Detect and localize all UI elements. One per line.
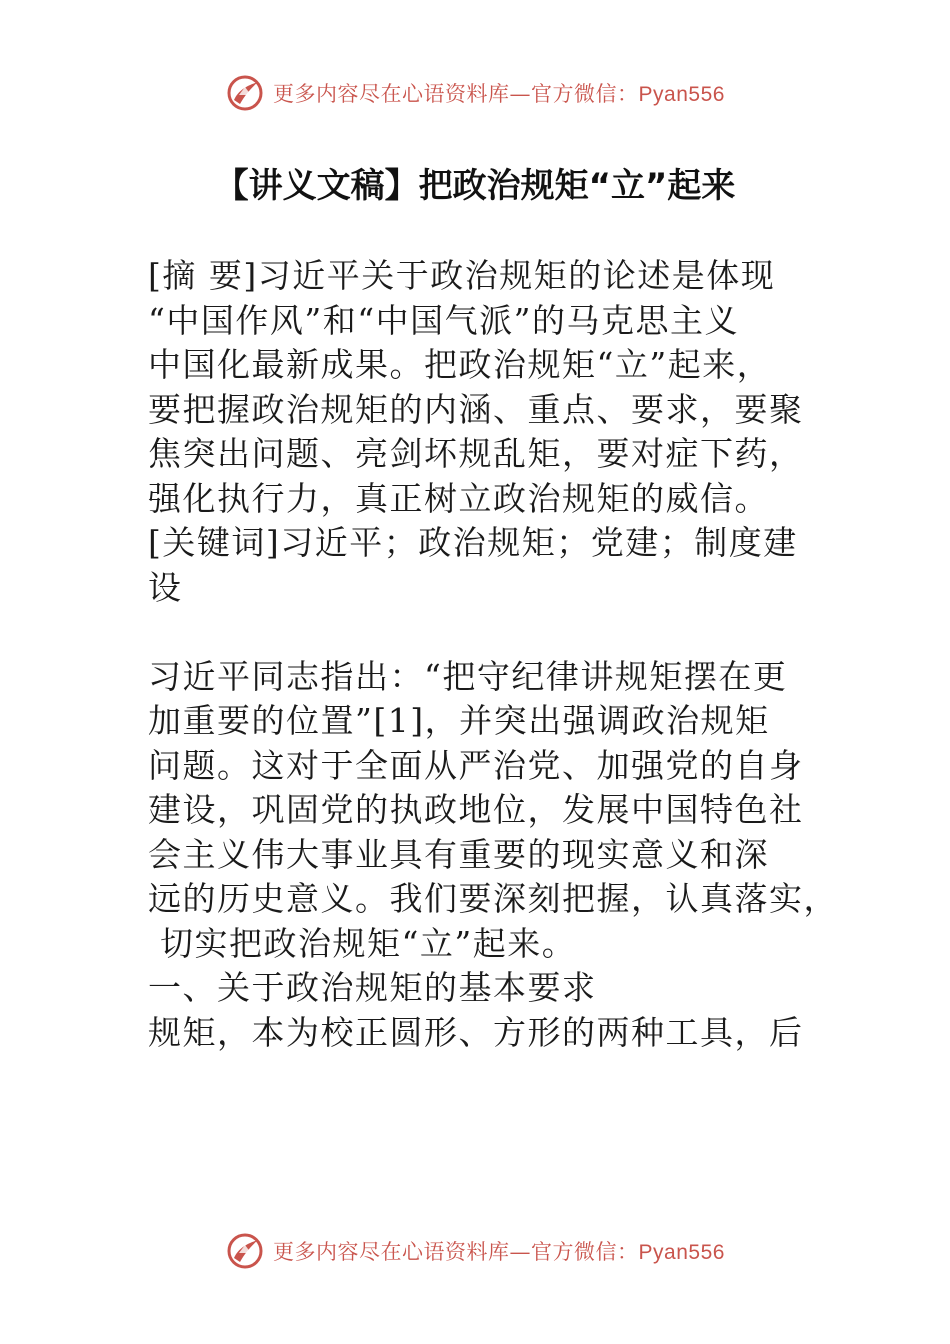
logo-icon [225, 73, 265, 113]
body-line: 切实把政治规矩“立”起来。 [148, 923, 577, 963]
abstract-line: 要把握政治规矩的内涵、重点、要求，要聚 [148, 389, 804, 429]
body-line: 规矩，本为校正圆形、方形的两种工具，后 [148, 1012, 804, 1052]
body-line: 远的历史意义。我们要深刻把握，认真落实， [148, 879, 838, 918]
keywords-line: [关键词]习近平；政治规矩；党建；制度建 [148, 523, 798, 562]
paragraph-gap [148, 610, 816, 655]
body-line: 建设，巩固党的执政地位，发展中国特色社 [148, 790, 804, 829]
body-line: 会主义伟大事业具有重要的现实意义和深 [148, 834, 769, 874]
page-title: 【讲义文稿】把政治规矩“立”起来 [214, 166, 736, 206]
abstract-line: “中国作风”和“中国气派”的马克思主义 [148, 300, 739, 340]
watermark-text: 更多内容尽在心语资料库—官方微信：Pyan556 [273, 82, 725, 106]
keywords-line: 设 [148, 567, 183, 607]
abstract-line: 强化执行力，真正树立政治规矩的威信。 [148, 478, 769, 518]
section-heading: 一、关于政治规矩的基本要求 [148, 968, 597, 1007]
document-body [148, 254, 838, 1055]
abstract-line: 中国化最新成果。把政治规矩“立”起来， [148, 345, 772, 384]
abstract-line: 焦突出问题、亮剑坏规乱矩，要对症下药， [148, 434, 804, 473]
abstract-section [148, 254, 816, 610]
watermark-header [0, 68, 950, 118]
watermark-text: 更多内容尽在心语资料库—官方微信：Pyan556 [273, 1240, 725, 1264]
watermark-footer [0, 1226, 950, 1276]
logo-icon [225, 1231, 265, 1271]
body-section [148, 655, 838, 1056]
body-line: 习近平同志指出：“把守纪律讲规矩摆在更 [148, 656, 788, 696]
body-line: 加重要的位置”[1]，并突出强调政治规矩 [148, 701, 770, 740]
body-line: 问题。这对于全面从严治党、加强党的自身 [148, 745, 804, 785]
abstract-line: [摘 要]习近平关于政治规矩的论述是体现 [148, 256, 776, 295]
